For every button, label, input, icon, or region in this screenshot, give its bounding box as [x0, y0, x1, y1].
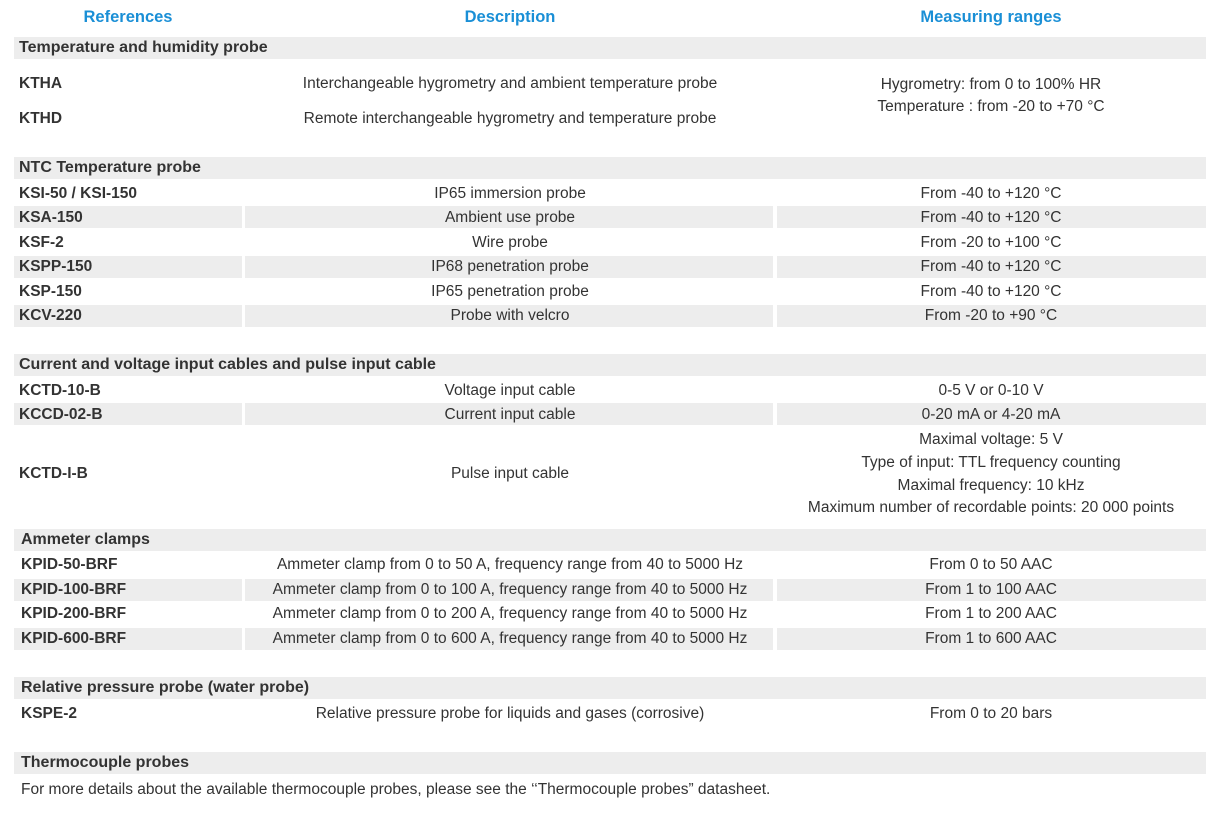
desc-ktha: Interchangeable hygrometry and ambient temperature probe [302, 75, 718, 92]
desc-kspe: Relative pressure probe for liquids and gases (corrosive) [315, 705, 705, 722]
thermocouple-note: For more details about the available thermocouple probes, please see the ‘‘Thermocouple probes” datasheet. [21, 781, 771, 798]
section-clamps [14, 529, 1206, 551]
ref-kpid-200: KPID-200-BRF [21, 605, 127, 622]
section-title: NTC Temperature probe [19, 159, 201, 176]
ref-kctd-10: KCTD-10-B [19, 382, 101, 399]
section-title: Relative pressure probe (water probe) [21, 679, 310, 696]
desc-kctd-10: Voltage input cable [444, 382, 576, 399]
section-title: Temperature and humidity probe [19, 39, 268, 56]
ref-ksa: KSA-150 [19, 209, 83, 226]
range-pulse-line: Type of input: TTL frequency counting [861, 454, 1121, 471]
range-pulse-line: Maximal frequency: 10 kHz [897, 477, 1085, 494]
header-description: Description [464, 8, 556, 26]
range-kcv: From -20 to +90 °C [924, 307, 1058, 324]
section-cables [14, 354, 1206, 376]
desc-kpid-50: Ammeter clamp from 0 to 50 A, frequency range from 40 to 5000 Hz [276, 556, 744, 573]
header-references: References [83, 8, 173, 26]
desc-kpid-600: Ammeter clamp from 0 to 600 A, frequency range from 40 to 5000 Hz [272, 630, 748, 647]
desc-kthd: Remote interchangeable hygrometry and temperature probe [303, 110, 717, 127]
header-measuring-ranges: Measuring ranges [920, 8, 1062, 26]
range-ksp: From -40 to +120 °C [920, 283, 1062, 300]
range-kpid-600: From 1 to 600 AAC [925, 630, 1057, 647]
section-ntc [14, 157, 1206, 179]
ref-kthd: KTHD [19, 110, 63, 127]
range-hygrometry: Hygrometry: from 0 to 100% HR [880, 76, 1102, 93]
ref-kpid-100: KPID-100-BRF [21, 581, 127, 598]
desc-kpid-100: Ammeter clamp from 0 to 100 A, frequency range from 40 to 5000 Hz [272, 581, 748, 598]
desc-kspp: IP68 penetration probe [431, 258, 589, 275]
ref-kpid-600: KPID-600-BRF [21, 630, 127, 647]
ref-ktha: KTHA [19, 75, 63, 92]
desc-kcv: Probe with velcro [450, 307, 570, 324]
section-temp-humidity [14, 37, 1206, 59]
ref-kspe: KSPE-2 [21, 705, 77, 722]
range-kccd: 0-20 mA or 4-20 mA [921, 406, 1061, 423]
section-title: Thermocouple probes [21, 754, 190, 771]
range-pulse-line: Maximal voltage: 5 V [919, 431, 1063, 448]
range-kspp: From -40 to +120 °C [920, 258, 1062, 275]
range-ksa: From -40 to +120 °C [920, 209, 1062, 226]
ref-kpid-50: KPID-50-BRF [21, 556, 118, 573]
section-thermocouple [14, 752, 1206, 774]
range-ksf: From -20 to +100 °C [920, 234, 1062, 251]
range-kpid-100: From 1 to 100 AAC [925, 581, 1057, 598]
ref-kspp: KSPP-150 [19, 258, 93, 275]
desc-kpid-200: Ammeter clamp from 0 to 200 A, frequency range from 40 to 5000 Hz [272, 605, 748, 622]
range-ksi: From -40 to +120 °C [920, 185, 1062, 202]
desc-ksf: Wire probe [472, 234, 548, 251]
ref-kcv: KCV-220 [19, 307, 82, 324]
range-kpid-200: From 1 to 200 AAC [925, 605, 1057, 622]
range-temperature: Temperature : from -20 to +70 °C [877, 98, 1105, 115]
desc-ksp: IP65 penetration probe [431, 283, 589, 300]
section-title: Current and voltage input cables and pulse input cable [19, 356, 436, 373]
range-pulse-line: Maximum number of recordable points: 20 000 points [807, 499, 1175, 516]
ref-kccd: KCCD-02-B [19, 406, 103, 423]
ref-ksf: KSF-2 [19, 234, 64, 251]
section-pressure [14, 677, 1206, 699]
range-kpid-50: From 0 to 50 AAC [929, 556, 1053, 573]
range-kspe: From 0 to 20 bars [929, 705, 1053, 722]
ref-kctd-i: KCTD-I-B [19, 465, 88, 482]
section-title: Ammeter clamps [21, 531, 150, 548]
desc-kccd: Current input cable [444, 406, 576, 423]
ref-ksi: KSI-50 / KSI-150 [19, 185, 138, 202]
ref-ksp: KSP-150 [19, 283, 82, 300]
range-kctd-10: 0-5 V or 0-10 V [938, 382, 1044, 399]
desc-ksa: Ambient use probe [444, 209, 576, 226]
desc-ksi: IP65 immersion probe [434, 185, 586, 202]
desc-kctd-i: Pulse input cable [450, 465, 570, 482]
